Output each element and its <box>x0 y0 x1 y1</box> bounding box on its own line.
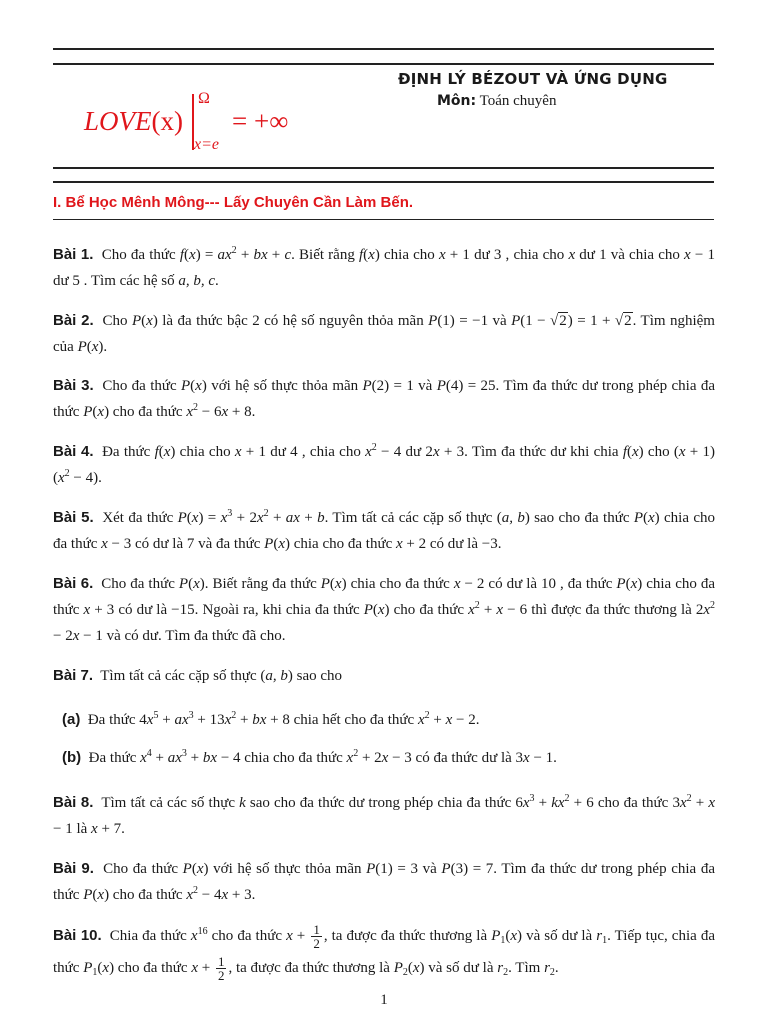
problem-3: Bài 3. Cho đa thức P(x) với hệ số thực thỏa mãn P(2) = 1 và P(4) = 25. Tìm đa thức dư trong phép chia đa thức P(x) cho đa thức $x^2 - 6x + 8$. <box>53 377 715 420</box>
love-formula-logo: LOVE(x) Ω x=e = +∞ <box>84 90 289 153</box>
problem-10: Bài 10. Chia đa thức $x^{16}$ cho đa thức x + $\frac{1}{2}$ , ta được đa thức thương là $P_1(x)$ và số dư là $r_1$. Tiếp tục, chia đa thức $P_1(x)$ cho đa thức x + $\frac{1}{2}$ , ta được đa thức thương là $P_2(x)$ và số dư là $r_2$. Tìm $r_2$. <box>53 922 715 984</box>
section-title: I. Bể Học Mênh Mông--- Lấy Chuyên Cần Làm Bến. <box>53 194 414 211</box>
subject-line <box>437 93 556 110</box>
problem-9: Bài 9. Cho đa thức P(x) với hệ số thực thỏa mãn P(1) = 3 và P(3) = 7. Tìm đa thức dư trong phép chia đa thức P(x) cho đa thức $x^2 - 4x + 3$. <box>53 860 715 903</box>
problem-4: Bài 4. Đa thức f(x) chia cho x + 1 dư 4 , chia cho $x^2 - 4$ dư 2x + 3. Tìm đa thức dư khi chia f(x) cho (x + 1) $(x^2 - 4)$. <box>53 442 715 486</box>
page-number: 1 <box>380 992 388 1008</box>
header-rule <box>53 167 714 169</box>
document-title: ĐỊNH LÝ BÉZOUT VÀ ỨNG DỤNG <box>398 70 668 88</box>
section-rule <box>53 219 714 220</box>
subject-value: Toán chuyên <box>479 93 557 109</box>
problem-7a: (a) Đa thức $4x^5 + ax^3 + 13x^2$ + bx + 8 chia hết cho đa thức $x^2 + x - 2$. <box>62 710 480 728</box>
problem-1: Bài 1. Cho đa thức $f(x) = ax^2$ + bx + c. Biết rằng f(x) chia cho x + 1 dư 3 , chia cho x dư 1 và chia cho x − 1 dư 5 . Tìm các hệ số a, b, c. <box>53 245 715 289</box>
problem-2: Bài 2. Cho P(x) là đa thức bậc 2 có hệ số nguyên thỏa mãn P(1) = −1 và P(1 − √2) = 1 + √2. Tìm nghiệm của P(x). <box>53 312 715 355</box>
problem-7b: (b) Đa thức $x^4 + ax^3$ + bx − 4 chia cho đa thức $x^2 + 2x - 3$ có đa thức dư là 3x − 1. <box>62 748 557 766</box>
problem-8: Bài 8. Tìm tất cả các số thực k sao cho đa thức dư trong phép chia đa thức $6x^3 + kx^2 + 6$ cho đa thức $3x^2 + x - 1$ là x + 7. <box>53 793 715 837</box>
top-rule <box>53 48 714 50</box>
problem-6: Bài 6. Cho đa thức P(x). Biết rằng đa thức P(x) chia cho đa thức x − 2 có dư là 10 , đa thức P(x) chia cho đa thức x + 3 có dư là −15. Ngoài ra, khi chia đa thức P(x) cho đa thức $x^2 + x - 6$ thì được đa thức thương là $2x^2 - 2x - 1$ và có dư. Tìm đa thức đã cho. <box>53 575 716 644</box>
top-rule-2 <box>53 63 714 65</box>
subject-label: Môn: <box>437 93 477 109</box>
header-rule-2 <box>53 181 714 183</box>
problem-7: Bài 7. Tìm tất cả các cặp số thực (a, b) sao cho <box>53 667 343 684</box>
problem-5: Bài 5. Xét đa thức $P(x) = x^3 + 2x^2$ + ax + b. Tìm tất cả các cặp số thực (a, b) sao cho đa thức P(x) chia cho đa thức x − 3 có dư là 7 và đa thức P(x) chia cho đa thức x + 2 có dư là −3. <box>53 508 715 552</box>
